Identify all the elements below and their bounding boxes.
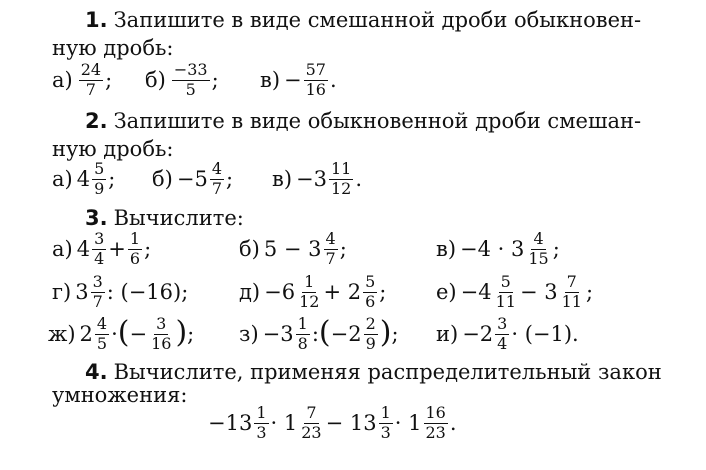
task-1-item-a: [52, 62, 112, 99]
punct: ;: [226, 166, 234, 191]
task-3-item-h: [239, 316, 399, 353]
task-2-item-b: [152, 161, 233, 198]
fraction: $\frac{4}{15}$: [528, 229, 549, 268]
punct: ;: [585, 279, 594, 304]
task-2-heading: [85, 111, 641, 132]
item-label: з): [239, 321, 259, 346]
task-4-expression: [208, 405, 457, 442]
punct: ;: [339, 236, 347, 261]
fraction: $\frac{11}{12}$: [330, 159, 352, 198]
sign: −: [284, 67, 302, 92]
fraction: $\frac{5}{11}$: [495, 272, 516, 311]
sign: −: [129, 321, 148, 346]
fraction: $\frac{1}{6}$: [129, 229, 141, 268]
task-text: ную дробь:: [52, 137, 174, 161]
whole-part: 4: [76, 166, 91, 191]
expression: −4 · 3: [460, 236, 525, 261]
punct: ;: [379, 279, 387, 304]
item-label: е): [436, 279, 457, 304]
task-2-item-c: [272, 161, 362, 198]
paren-close: ): [379, 315, 392, 351]
fraction: $\frac{7}{23}$: [301, 403, 322, 442]
expression: : (−16);: [106, 279, 189, 304]
fraction: $\frac{3}{4}$: [497, 314, 508, 353]
fraction: $\frac{5}{9}$: [94, 159, 105, 198]
operator: − 3: [519, 279, 558, 304]
item-label: г): [52, 279, 72, 304]
operator: + 2: [323, 279, 362, 304]
whole-part: −6: [264, 279, 296, 304]
task-1-item-c: [260, 62, 337, 99]
task-text: умножения:: [52, 383, 188, 407]
fraction: $\frac{4}{7}$: [325, 229, 336, 268]
punct: ;: [105, 67, 113, 92]
fraction: $\frac{1}{3}$: [380, 403, 391, 442]
task-number: 3.: [85, 206, 108, 230]
whole-part: −3: [296, 166, 327, 191]
task-number: 1.: [85, 8, 108, 32]
item-label: и): [436, 321, 459, 346]
fraction: $\frac{1}{3}$: [256, 403, 267, 442]
task-3-item-i: [436, 316, 579, 353]
paren-open: (: [117, 315, 130, 351]
whole-part: 4: [76, 236, 91, 261]
punct: ;: [552, 236, 560, 261]
whole-part: −3: [262, 321, 294, 346]
fraction: $\frac{3}{7}$: [92, 272, 103, 311]
fraction: $\frac{24}{7}$: [80, 60, 102, 99]
whole-part: −2: [330, 321, 362, 346]
task-1-item-b: [145, 62, 219, 99]
expression: · (−1).: [511, 321, 579, 346]
task-3-item-g: [48, 316, 194, 353]
item-label: б): [145, 67, 166, 92]
task-2-item-a: [52, 161, 115, 198]
item-label: в): [436, 236, 457, 261]
task-3-item-c: [436, 231, 560, 268]
fraction: $\frac{1}{8}$: [297, 314, 308, 353]
task-number: 2.: [85, 109, 108, 133]
paren-open: (: [318, 315, 331, 351]
task-3-item-f: [436, 274, 593, 311]
item-label: б): [239, 236, 260, 261]
expression: 5 − 3: [263, 236, 322, 261]
operator: +: [108, 236, 126, 261]
task-3-heading: [85, 208, 244, 229]
item-label: а): [52, 67, 73, 92]
punct: ;: [108, 166, 116, 191]
whole-part: −5: [176, 166, 208, 191]
task-4-heading-cont: [52, 385, 187, 406]
punct: ;: [144, 236, 152, 261]
punct: ;: [211, 67, 219, 92]
task-3-item-b: [239, 231, 347, 268]
fraction: $\frac{3}{4}$: [94, 229, 105, 268]
task-text: ную дробь:: [52, 36, 174, 60]
fraction: $\frac{3}{16}$: [151, 314, 172, 353]
punct: ;: [187, 321, 195, 346]
fraction: $\frac{-33}{5}$: [173, 60, 208, 99]
punct: .: [449, 410, 457, 435]
item-label: ж): [48, 321, 76, 346]
fraction: $\frac{2}{9}$: [365, 314, 376, 353]
whole-part: 2: [79, 321, 93, 346]
task-3-item-a: [52, 231, 151, 268]
paren-close: ): [175, 315, 188, 351]
task-1-heading-cont: [52, 38, 173, 59]
task-number: 4.: [85, 360, 108, 384]
punct: .: [355, 166, 363, 191]
whole-part: −13: [208, 410, 253, 435]
fraction: $\frac{16}{23}$: [425, 403, 446, 442]
operator: · 1: [270, 410, 298, 435]
task-text: Запишите в виде смешанной дроби обыкновен-: [113, 8, 642, 32]
fraction: $\frac{4}{5}$: [96, 314, 108, 353]
task-3-item-e: [239, 274, 386, 311]
whole-part: 3: [75, 279, 89, 304]
punct: .: [329, 67, 337, 92]
fraction: $\frac{7}{11}$: [561, 272, 582, 311]
fraction: $\frac{1}{12}$: [299, 272, 320, 311]
item-label: д): [239, 279, 261, 304]
item-label: в): [272, 166, 293, 191]
task-text: Запишите в виде обыкновенной дроби смешан-: [113, 109, 642, 133]
operator: − 13: [325, 410, 377, 435]
task-text: Вычислите:: [113, 206, 244, 230]
operator: ·: [111, 321, 118, 346]
task-4-heading: [85, 362, 662, 383]
item-label: а): [52, 166, 73, 191]
item-label: б): [152, 166, 173, 191]
operator: :: [311, 321, 319, 346]
item-label: а): [52, 236, 73, 261]
task-2-heading-cont: [52, 139, 173, 160]
fraction: $\frac{5}{6}$: [365, 272, 376, 311]
fraction: $\frac{57}{16}$: [305, 60, 326, 99]
task-1-heading: [85, 10, 641, 31]
item-label: в): [260, 67, 281, 92]
fraction: $\frac{4}{7}$: [211, 159, 222, 198]
whole-part: −4: [460, 279, 492, 304]
punct: ;: [391, 321, 399, 346]
task-text: Вычислите, применяя распределительный закон: [113, 360, 662, 384]
operator: · 1: [394, 410, 422, 435]
whole-part: −2: [462, 321, 494, 346]
task-3-item-d: [52, 274, 188, 311]
